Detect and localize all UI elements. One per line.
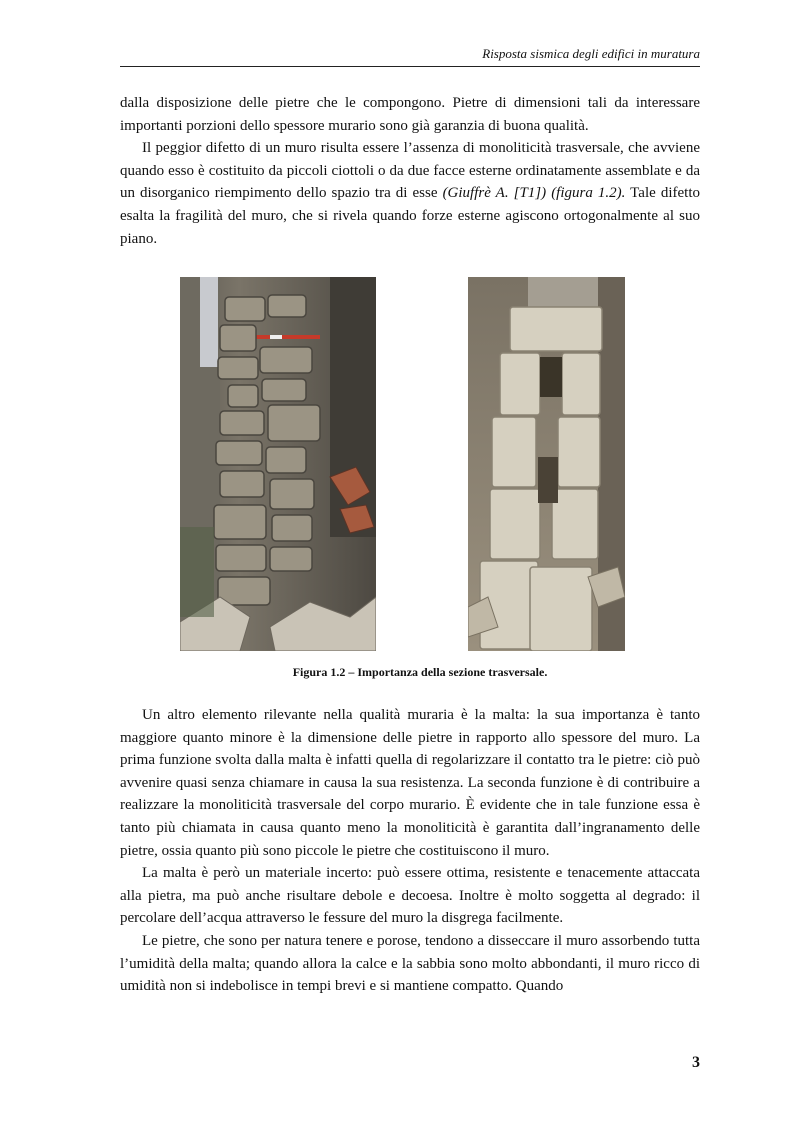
paragraph — [120, 137, 700, 250]
rubble-wall-photo — [180, 277, 376, 651]
paragraph: La malta è però un materiale incerto: può essere ottima, resistente e tenacemente attaccata alla pietra, ma può anche risultare debole e decoesa. Inoltre è molto soggetta al degrado: il percolare dell’acqua attraverso le fessure del muro la disgrega facilmente. — [120, 865, 700, 927]
paragraph: dalla disposizione delle pietre che le compongono. Pietre di dimensioni tali da interessare importanti porzioni dello spessore murario sono già garanzia di buona qualità. — [120, 95, 700, 134]
page-number: 3 — [692, 1054, 700, 1071]
paragraph: Un altro elemento rilevante nella qualità muraria è la malta: la sua importanza è tanto maggiore quanto minore è la dimensione delle pietre in rapporto allo spessore del muro. La prima funzione svolta dalla malta è infatti quella di regolarizzare il contatto tra le pietre: ciò può avvenire quasi senza chiamare in causa la sua resistenza. La seconda funzione è di contribuire a realizzare la monoliticità trasversale del corpo murario. È evidente che in tale funzione essa è tanto più chiamata in causa quanto meno la monoliticità è garantita dall’ingranamento delle pietre, ossia quanto più sono piccole le pietre che costituiscono il muro. — [120, 707, 700, 859]
text-block-bottom — [120, 704, 700, 998]
figure-caption: Figura 1.2 – Importanza della sezione trasversale. — [292, 665, 548, 679]
paragraph-text: Tale difetto esalta la fragilità del muro, che si rivela quando forze esterne agiscono ortogonalmente al suo piano. — [120, 185, 700, 247]
paragraph: Le pietre, che sono per natura tenere e porose, tendono a disseccare il muro assorbendo tutta l’umidità della malta; quando allora la calce e la sabbia sono molto abbondanti, il muro ricco di umidità non si indebolisce in tempi brevi e si mantiene compatto. Quando — [120, 932, 700, 995]
running-header: Risposta sismica degli edifici in muratura — [120, 46, 700, 67]
cut-stone-wall-photo — [468, 277, 625, 651]
paragraph-text: Il peggior difetto di un muro risulta essere l’assenza di monoliticità trasversale, che avviene quando esso è costituito da piccoli ciottoli o da due facce esterne ordinatamente assemblate e da un disorganico riempimento dello spazio tra di esse — [120, 140, 700, 202]
text-block-top — [120, 92, 700, 250]
citation: (Giuffrè A. [T1]) (figura 1.2). — [442, 185, 626, 202]
